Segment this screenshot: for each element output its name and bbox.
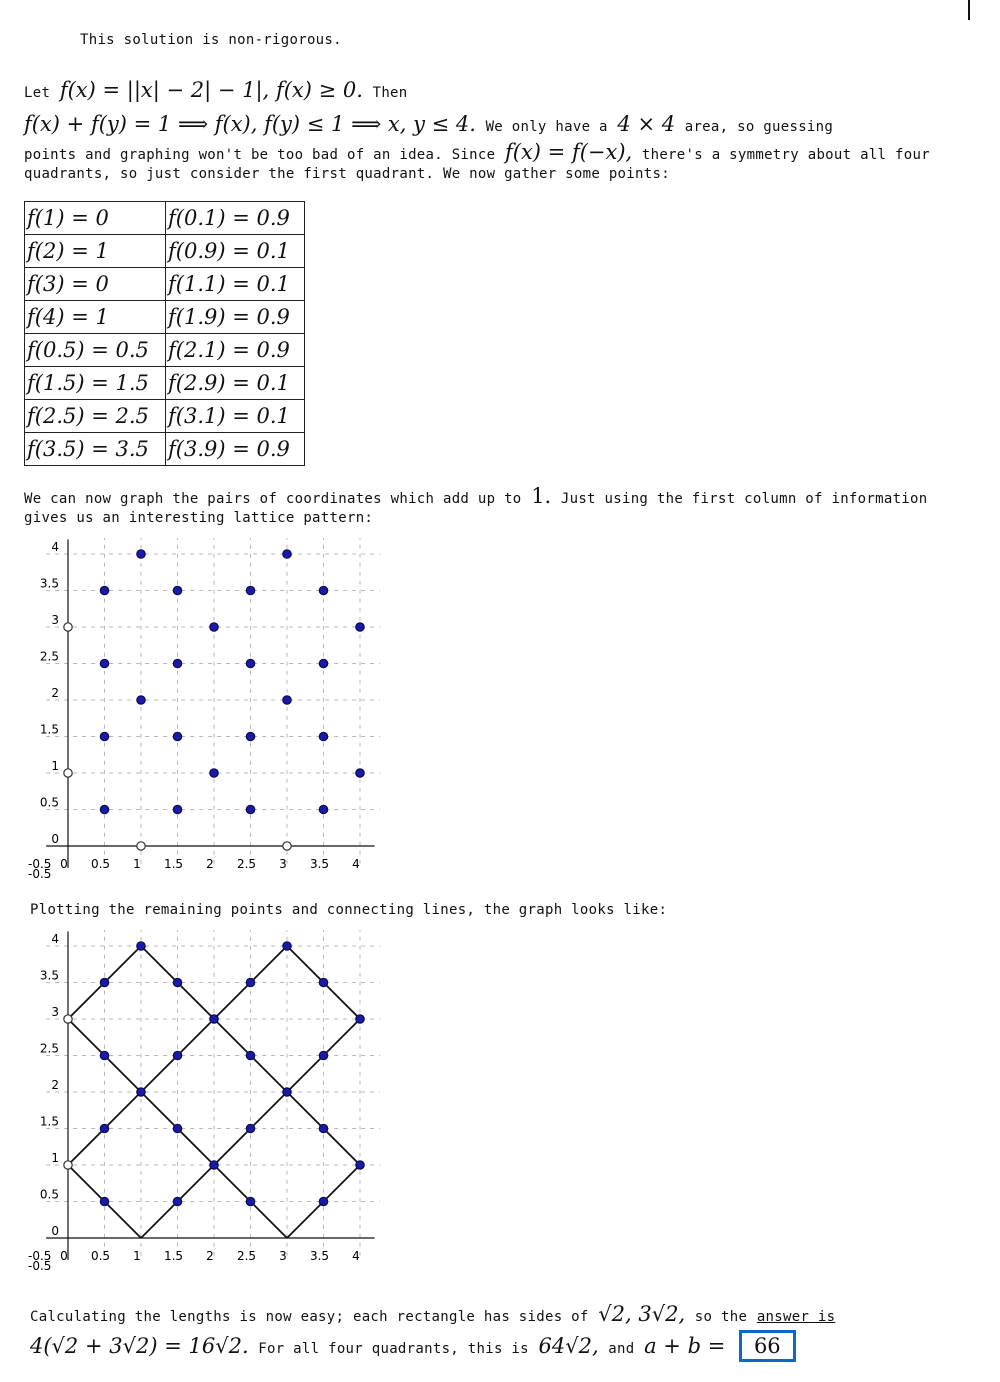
data-point bbox=[246, 805, 254, 813]
area-math: 4 × 4 bbox=[617, 112, 676, 136]
table-row bbox=[25, 301, 305, 334]
data-point bbox=[173, 1124, 181, 1132]
let-word: Let bbox=[24, 85, 51, 101]
data-point bbox=[210, 1161, 218, 1169]
one-value: 1. bbox=[531, 484, 552, 508]
total-math: 64√2, bbox=[538, 1334, 599, 1358]
y-tick-label: 0.5 bbox=[39, 795, 59, 810]
line-2 bbox=[24, 112, 833, 136]
table-cell: f(2.1) = 0.9 bbox=[166, 334, 305, 367]
data-point bbox=[319, 586, 327, 594]
x-tick-label: 2 bbox=[206, 857, 214, 871]
connected-graph-chart bbox=[20, 930, 380, 1275]
table-row bbox=[25, 433, 305, 466]
data-point bbox=[100, 978, 108, 986]
table-row bbox=[25, 202, 305, 235]
table-cell: f(0.9) = 0.1 bbox=[166, 235, 305, 268]
data-point bbox=[356, 1161, 364, 1169]
x-tick-label: 3 bbox=[279, 857, 287, 871]
data-point bbox=[100, 805, 108, 813]
table-row bbox=[25, 400, 305, 433]
y-tick-label: 0.5 bbox=[39, 1187, 59, 1202]
table-cell: f(2.9) = 0.1 bbox=[166, 367, 305, 400]
y-tick-label: 2.5 bbox=[39, 1041, 59, 1056]
line-4: quadrants, so just consider the first quadrant. We now gather some points: bbox=[24, 166, 670, 182]
x-tick-label: 1.5 bbox=[163, 857, 184, 871]
data-point bbox=[246, 732, 254, 740]
table-row bbox=[25, 367, 305, 400]
data-point bbox=[283, 942, 291, 950]
data-point bbox=[137, 550, 145, 558]
para-2-text-end: Just using the first column of information bbox=[560, 491, 928, 507]
data-point bbox=[210, 1015, 218, 1023]
x-tick-label: 1.5 bbox=[163, 1249, 184, 1263]
data-point bbox=[173, 805, 181, 813]
hollow-point bbox=[64, 1015, 72, 1023]
line-1 bbox=[24, 78, 408, 102]
hollow-point bbox=[64, 623, 72, 631]
data-point bbox=[246, 1051, 254, 1059]
function-definition: f(x) = ||x| − 2| − 1|, f(x) ≥ 0. bbox=[59, 78, 363, 102]
sides-math: √2, 3√2, bbox=[598, 1302, 686, 1326]
table-cell: f(0.1) = 0.9 bbox=[166, 202, 305, 235]
data-point bbox=[356, 1015, 364, 1023]
x-tick-label: 0.5 bbox=[90, 857, 111, 871]
data-point bbox=[283, 550, 291, 558]
x-tick-label: 4 bbox=[352, 1249, 360, 1263]
y-tick-label: 3.5 bbox=[39, 576, 59, 591]
x-tick-label: -0.5 bbox=[28, 857, 52, 871]
x-tick-label: -0.5 bbox=[28, 1249, 52, 1263]
conclusion-line-1 bbox=[30, 1302, 835, 1326]
data-point bbox=[246, 1197, 254, 1205]
y-tick-label: 3 bbox=[51, 613, 59, 627]
data-point bbox=[210, 769, 218, 777]
perimeter-math: 4(√2 + 3√2) = 16√2. bbox=[30, 1334, 249, 1358]
quadrants-text: For all four quadrants, this is bbox=[258, 1341, 529, 1357]
cursor-bar bbox=[968, 0, 970, 20]
data-point bbox=[173, 659, 181, 667]
data-point bbox=[246, 1124, 254, 1132]
hollow-point bbox=[137, 842, 145, 850]
table-row bbox=[25, 268, 305, 301]
y-tick-label: 1 bbox=[51, 1151, 59, 1165]
x-tick-label: 2 bbox=[206, 1249, 214, 1263]
symmetry-math: f(x) = f(−x), bbox=[505, 140, 633, 164]
y-tick-label: 1.5 bbox=[39, 1114, 59, 1129]
data-point bbox=[246, 586, 254, 594]
table-cell: f(3) = 0 bbox=[25, 268, 166, 301]
line-2-text: We only have a bbox=[485, 119, 608, 135]
data-point bbox=[137, 942, 145, 950]
data-point bbox=[100, 586, 108, 594]
y-tick-label: 4 bbox=[51, 540, 59, 554]
table-cell: f(2.5) = 2.5 bbox=[25, 400, 166, 433]
conclusion-line-2 bbox=[30, 1330, 796, 1362]
table-cell: f(4) = 1 bbox=[25, 301, 166, 334]
line-3-text-end: there's a symmetry about all four bbox=[641, 147, 930, 163]
x-tick-label: 4 bbox=[352, 857, 360, 871]
data-point bbox=[356, 769, 364, 777]
data-point bbox=[173, 1051, 181, 1059]
hollow-point bbox=[283, 842, 291, 850]
paragraph-2-line-1 bbox=[24, 484, 927, 508]
data-point bbox=[100, 1051, 108, 1059]
table-cell: f(0.5) = 0.5 bbox=[25, 334, 166, 367]
y-tick-label: 0 bbox=[51, 1224, 59, 1238]
conclusion-text: Calculating the lengths is now easy; each rectangle has sides of bbox=[30, 1309, 589, 1325]
data-point bbox=[319, 1124, 327, 1132]
x-tick-label: 3.5 bbox=[309, 1249, 330, 1263]
data-point bbox=[319, 805, 327, 813]
hollow-point bbox=[64, 769, 72, 777]
data-point bbox=[319, 732, 327, 740]
x-tick-label: 0.5 bbox=[90, 1249, 111, 1263]
data-point bbox=[246, 659, 254, 667]
table-cell: f(3.1) = 0.1 bbox=[166, 400, 305, 433]
x-tick-label: 2.5 bbox=[236, 1249, 257, 1263]
data-point bbox=[319, 1197, 327, 1205]
x-tick-label: 1 bbox=[133, 857, 141, 871]
y-tick-label: -0.5 bbox=[28, 867, 52, 881]
table-cell: f(2) = 1 bbox=[25, 235, 166, 268]
line-3 bbox=[24, 140, 930, 164]
data-point bbox=[173, 732, 181, 740]
values-table bbox=[24, 201, 305, 466]
table-cell: f(1.5) = 1.5 bbox=[25, 367, 166, 400]
table-cell: f(3.5) = 3.5 bbox=[25, 433, 166, 466]
table-row bbox=[25, 235, 305, 268]
y-tick-label: 1.5 bbox=[39, 722, 59, 737]
implication-math: f(x) + f(y) = 1 ⟹ f(x), f(y) ≤ 1 ⟹ x, y ≤ 4. bbox=[24, 112, 476, 136]
line-3-text: points and graphing won't be too bad of an idea. Since bbox=[24, 147, 496, 163]
data-point bbox=[246, 978, 254, 986]
data-point bbox=[173, 586, 181, 594]
table-cell: f(1.9) = 0.9 bbox=[166, 301, 305, 334]
data-point bbox=[100, 732, 108, 740]
table-cell: f(1.1) = 0.1 bbox=[166, 268, 305, 301]
data-point bbox=[210, 623, 218, 631]
y-tick-label: 3.5 bbox=[39, 968, 59, 983]
y-tick-label: 2.5 bbox=[39, 649, 59, 664]
x-tick-label: 3.5 bbox=[309, 857, 330, 871]
table-cell: f(3.9) = 0.9 bbox=[166, 433, 305, 466]
data-point bbox=[137, 696, 145, 704]
y-tick-label: 0 bbox=[51, 832, 59, 846]
data-point bbox=[319, 1051, 327, 1059]
x-tick-label: 0 bbox=[60, 1249, 68, 1263]
hollow-point bbox=[64, 1161, 72, 1169]
y-tick-label: 2 bbox=[51, 686, 59, 700]
data-point bbox=[319, 978, 327, 986]
data-point bbox=[319, 659, 327, 667]
y-tick-label: -0.5 bbox=[28, 1259, 52, 1273]
data-point bbox=[283, 696, 291, 704]
conclusion-text-2: so the bbox=[694, 1309, 748, 1325]
and-text: and bbox=[608, 1341, 635, 1357]
then-word: Then bbox=[372, 85, 408, 101]
data-point bbox=[356, 623, 364, 631]
data-point bbox=[100, 1197, 108, 1205]
x-tick-label: 1 bbox=[133, 1249, 141, 1263]
data-point bbox=[137, 1088, 145, 1096]
data-point bbox=[173, 1197, 181, 1205]
answer-is-text: answer is bbox=[756, 1309, 836, 1325]
x-tick-label: 0 bbox=[60, 857, 68, 871]
table-row bbox=[25, 334, 305, 367]
answer-box: 66 bbox=[739, 1330, 796, 1362]
data-point bbox=[100, 1124, 108, 1132]
y-tick-label: 1 bbox=[51, 759, 59, 773]
paragraph-3: Plotting the remaining points and connecting lines, the graph looks like: bbox=[30, 902, 668, 918]
lattice-chart bbox=[20, 538, 380, 883]
para-2-text: We can now graph the pairs of coordinates which add up to bbox=[24, 491, 522, 507]
data-point bbox=[283, 1088, 291, 1096]
intro-text: This solution is non-rigorous. bbox=[80, 32, 342, 48]
y-tick-label: 3 bbox=[51, 1005, 59, 1019]
sum-math: a + b = bbox=[644, 1334, 726, 1358]
y-tick-label: 4 bbox=[51, 932, 59, 946]
data-point bbox=[173, 978, 181, 986]
line-2-text-end: area, so guessing bbox=[684, 119, 834, 135]
data-point bbox=[100, 659, 108, 667]
y-tick-label: 2 bbox=[51, 1078, 59, 1092]
x-tick-label: 2.5 bbox=[236, 857, 257, 871]
paragraph-2-line-2: gives us an interesting lattice pattern: bbox=[24, 510, 374, 526]
table-cell: f(1) = 0 bbox=[25, 202, 166, 235]
x-tick-label: 3 bbox=[279, 1249, 287, 1263]
